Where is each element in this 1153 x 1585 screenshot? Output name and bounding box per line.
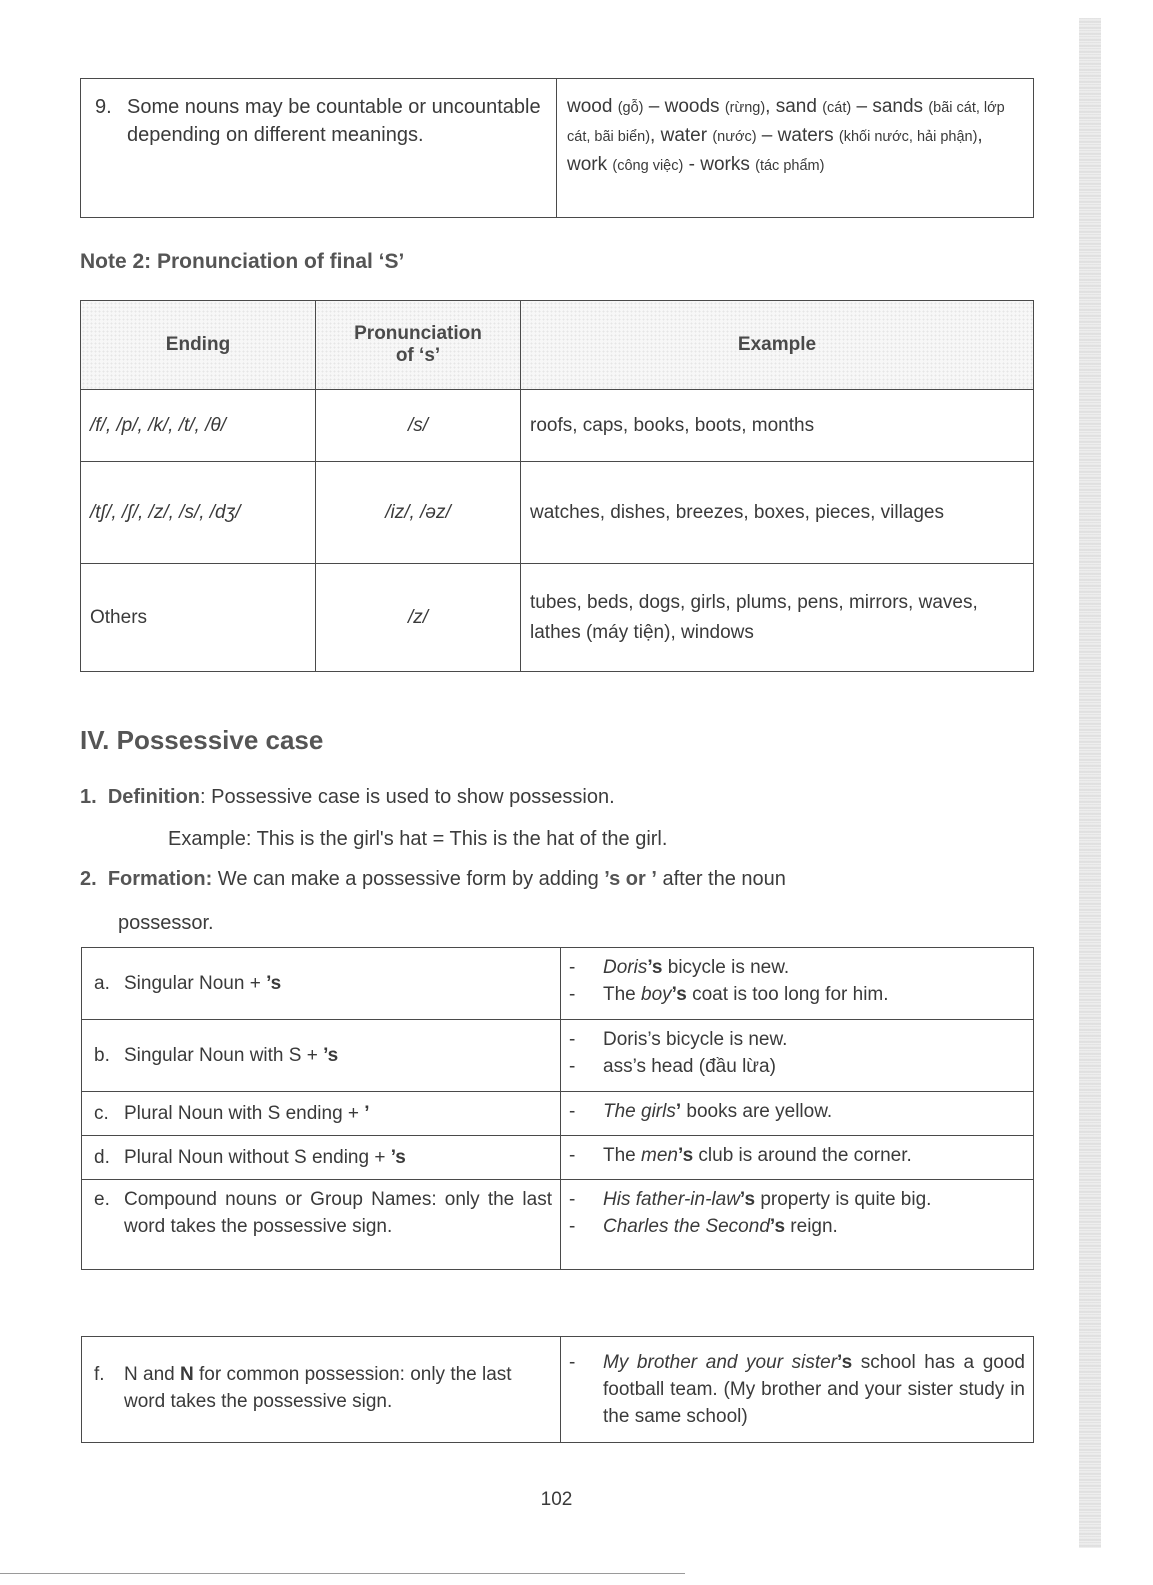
table-row	[81, 390, 1034, 462]
table-row	[82, 1020, 1034, 1092]
rule-n: N	[179, 1364, 194, 1385]
example-cell	[561, 1180, 1034, 1270]
formation-number: 2.	[80, 868, 97, 890]
rule-text: Plural Noun with S ending +	[124, 1103, 365, 1124]
pron-cell: /z/	[316, 564, 521, 672]
bullet-dash: -	[569, 1216, 576, 1237]
rule-text: Plural Noun without S ending +	[124, 1147, 391, 1168]
example-plural: sands	[872, 96, 924, 117]
formation-or: or	[620, 868, 652, 890]
example-plural: works	[700, 154, 750, 175]
formation-marker-s: ’s	[604, 868, 621, 890]
example-item	[569, 954, 1025, 981]
rule-a	[90, 970, 552, 997]
rule-text: Singular Noun +	[124, 973, 267, 994]
example-run: My brother and your sister	[603, 1352, 838, 1373]
rule-cell	[82, 948, 561, 1020]
definition-text: : Possessive case is used to show possession.	[200, 786, 615, 808]
formation-text-b: after the noun	[656, 868, 786, 890]
section-iv-title: IV. Possessive case	[80, 725, 324, 755]
countable-uncountable-table	[80, 78, 1034, 218]
example-item	[569, 1213, 1025, 1240]
rule-description: Some nouns may be countable or uncountable depending on different meanings.	[127, 96, 541, 146]
example-run: ass’s head (đầu lừa)	[603, 1056, 776, 1077]
rule-e	[90, 1186, 552, 1240]
example-plural-gloss: (khối nước, hải phận)	[838, 129, 978, 145]
example-word: wood	[567, 96, 613, 117]
bullet-dash: -	[569, 984, 576, 1005]
formation-text-a: We can make a possessive form by adding	[212, 868, 605, 890]
bullet-dash: -	[569, 1145, 576, 1166]
pronunciation-table	[80, 300, 1034, 672]
possessive-sign: ’s	[323, 1045, 339, 1066]
rule-cell	[82, 1020, 561, 1092]
rule-c	[90, 1100, 552, 1127]
example-separator: -	[683, 154, 701, 175]
rule-b	[90, 1042, 552, 1069]
formation-label: Formation:	[107, 868, 213, 890]
example-run: Charles the Second	[603, 1216, 770, 1237]
example-run: ’s	[769, 1216, 786, 1237]
bullet-dash: -	[569, 1056, 576, 1077]
table-row	[81, 564, 1034, 672]
example-plural: waters	[777, 125, 834, 146]
bottom-rule	[0, 1573, 685, 1574]
table-row	[82, 1337, 1034, 1443]
example-run: ’	[675, 1101, 682, 1122]
bullet-dash: -	[569, 957, 576, 978]
definition-paragraph	[80, 786, 615, 809]
example-gloss: (gỗ)	[617, 100, 644, 116]
example-text	[603, 1026, 787, 1053]
example-run: men	[641, 1145, 678, 1166]
example-cell	[561, 1337, 1034, 1443]
header-pronunciation	[316, 301, 521, 390]
example-text	[603, 1349, 1025, 1430]
example-cell	[561, 1136, 1034, 1180]
rule-cell	[82, 1136, 561, 1180]
rule-text	[91, 93, 546, 149]
rule-d	[90, 1144, 552, 1171]
rule-text: Compound nouns or Group Names: only the last word takes the possessive sign.	[124, 1189, 552, 1237]
table-row	[82, 1180, 1034, 1270]
example-item	[569, 1142, 1025, 1169]
formation-paragraph	[80, 868, 1034, 891]
example-run: ’s	[671, 984, 687, 1005]
rule-cell	[81, 79, 557, 218]
example-text	[603, 1142, 912, 1169]
rule-label: b.	[94, 1045, 110, 1066]
bullet-dash: -	[569, 1352, 576, 1373]
possessive-rules-table	[81, 947, 1034, 1270]
bullet-dash: -	[569, 1029, 576, 1050]
example-run: boy	[641, 984, 672, 1005]
possessive-sign: ’s	[266, 973, 282, 994]
example-item	[569, 1098, 1025, 1125]
table-row	[81, 79, 1034, 218]
rule-text-a: N and	[124, 1364, 180, 1385]
definition-example: Example: This is the girl's hat = This is the hat of the girl.	[168, 828, 668, 850]
bullet-dash: -	[569, 1189, 576, 1210]
example-text	[603, 1213, 838, 1240]
ending-cell: Others	[81, 564, 316, 672]
example-cell	[561, 948, 1034, 1020]
example-text	[603, 1186, 931, 1213]
header-pron-line2: of ‘s’	[395, 345, 441, 366]
rule-label: d.	[94, 1147, 110, 1168]
example-gloss: (công việc)	[612, 158, 684, 174]
example-run: books are yellow.	[681, 1101, 833, 1122]
table-row	[82, 1136, 1034, 1180]
example-gloss: (nước)	[712, 129, 757, 145]
example-run: The girls	[603, 1101, 676, 1122]
example-word: work	[567, 154, 608, 175]
header-example: Example	[521, 301, 1034, 390]
example-text	[603, 981, 889, 1008]
example-run: ’s	[837, 1352, 853, 1373]
header-ending: Ending	[81, 301, 316, 390]
pron-cell: /s/	[316, 390, 521, 462]
page-number: 102	[540, 1489, 573, 1510]
table-row	[82, 1092, 1034, 1136]
example-cell	[561, 1092, 1034, 1136]
definition-number: 1.	[80, 786, 97, 808]
header-pron-line1: Pronunciation	[354, 323, 482, 344]
example-item	[569, 1053, 1025, 1080]
example-plural-gloss: (tác phẩm)	[755, 158, 825, 174]
example-text	[603, 1053, 776, 1080]
scan-edge-shadow	[1079, 18, 1101, 1548]
rule-label: a.	[94, 973, 110, 994]
example-run: Doris	[603, 957, 648, 978]
note-2-title: Note 2: Pronunciation of final ‘S’	[80, 250, 405, 273]
common-possession-table	[81, 1336, 1034, 1443]
example-cell: tubes, beds, dogs, girls, plums, pens, mirrors, waves, lathes (máy tiện), windows	[521, 564, 1034, 672]
example-separator: –	[851, 96, 873, 117]
example-run: His father-in-law	[603, 1189, 740, 1210]
possessive-sign: ’s	[390, 1147, 406, 1168]
rule-label: c.	[94, 1103, 109, 1124]
example-separator: –	[756, 125, 778, 146]
rule-cell	[82, 1180, 561, 1270]
example-item	[569, 1186, 1025, 1213]
example-item	[569, 1026, 1025, 1053]
definition-label: Definition	[107, 786, 201, 808]
example-text	[603, 1098, 832, 1125]
example-run: coat is too long for him.	[686, 984, 889, 1005]
example-cell: roofs, caps, books, boots, months	[521, 390, 1034, 462]
rule-f	[90, 1361, 552, 1415]
example-run: school has a good football team. (My brother and your sister study in the same school)	[603, 1352, 1025, 1427]
rule-cell	[82, 1337, 561, 1443]
example-gloss: (cát)	[822, 100, 852, 116]
countable-examples: wood (gỗ) – woods (rừng), sand (cát) – sands (bãi cát, lớp cát, bãi biển), water (nước) – waters (khối nước, hải phận), work (công việc) - works (tác phẩm)	[567, 96, 1005, 175]
example-plural: woods	[664, 96, 720, 117]
ending-cell: /tʃ/, /ʃ/, /z/, /s/, /dʒ/	[81, 462, 316, 564]
pron-cell: /iz/, /əz/	[316, 462, 521, 564]
example-cell: watches, dishes, breezes, boxes, pieces, villages	[521, 462, 1034, 564]
example-run: ’s	[647, 957, 663, 978]
rule-label: f.	[94, 1364, 105, 1385]
formation-marker-apos: ’	[651, 868, 657, 890]
formation-continuation: possessor.	[118, 912, 214, 934]
example-cell	[561, 1020, 1034, 1092]
possessive-sign: ’	[364, 1103, 370, 1124]
example-run: property is quite big.	[755, 1189, 932, 1210]
rule-text-b: for common possession: only the last word takes the possessive sign.	[124, 1364, 512, 1412]
example-run: reign.	[785, 1216, 838, 1237]
example-word: water	[660, 125, 708, 146]
rule-number: 9.	[95, 96, 112, 118]
table-row	[82, 948, 1034, 1020]
ending-cell: /f/, /p/, /k/, /t/, /θ/	[81, 390, 316, 462]
example-run: club is around the corner.	[693, 1145, 912, 1166]
example-plural-gloss: (rừng)	[724, 100, 766, 116]
example-run: The	[603, 1145, 642, 1166]
example-word: sand	[775, 96, 817, 117]
example-text	[603, 954, 789, 981]
example-run: ’s	[678, 1145, 694, 1166]
examples-cell	[557, 79, 1034, 218]
example-run: The	[603, 984, 642, 1005]
table-row	[81, 462, 1034, 564]
example-run: ’s	[739, 1189, 756, 1210]
rule-label: e.	[94, 1189, 110, 1210]
example-run: Doris’s bicycle is new.	[603, 1029, 788, 1050]
example-run: bicycle is new.	[662, 957, 790, 978]
rule-cell	[82, 1092, 561, 1136]
bullet-dash: -	[569, 1101, 576, 1122]
example-separator: –	[643, 96, 665, 117]
example-item	[569, 981, 1025, 1008]
example-plural-gloss: (bãi cát, lớp cát, bãi biển)	[567, 100, 1005, 145]
header-row	[81, 301, 1034, 390]
rule-text: Singular Noun with S +	[124, 1045, 324, 1066]
example-item	[569, 1349, 1025, 1430]
